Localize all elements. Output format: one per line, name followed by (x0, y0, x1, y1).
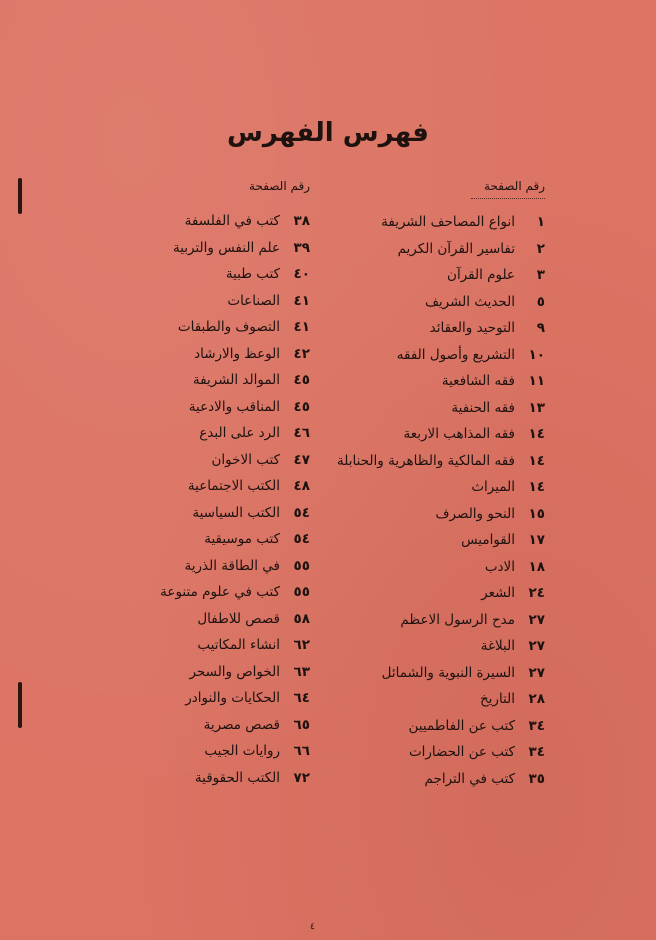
index-entry (335, 580, 545, 607)
entry-label: فقه المالكية والظاهرية والحنابلة (337, 452, 515, 469)
entry-label: التشريع وأصول الفقه (396, 346, 515, 363)
entry-page-number: ٤٠ (293, 266, 310, 282)
index-entry (335, 713, 545, 740)
index-entry (335, 342, 545, 369)
entry-page-number: ٢٧ (528, 638, 545, 654)
column-header: رقم الصفحة (471, 174, 545, 199)
entry-page-number: ٥٨ (293, 610, 310, 627)
entry-label: كتب في الفلسفة (184, 213, 280, 229)
entry-label: الميراث (471, 479, 515, 495)
entry-page-number: ١ (536, 214, 545, 230)
index-entry (335, 686, 545, 713)
entry-page-number: ١٠ (528, 346, 545, 363)
entry-page-number: ٤٢ (293, 345, 310, 362)
entry-label: الحديث الشريف (424, 293, 515, 310)
index-entry (335, 501, 545, 528)
entry-label: قصص للاطفال (197, 610, 280, 627)
index-entry (335, 315, 545, 342)
entry-label: التصوف والطبقات (177, 319, 280, 335)
index-entry (150, 685, 310, 712)
entry-label: فقه الحنفية (451, 399, 515, 416)
index-entry (150, 394, 310, 421)
entry-page-number: ٣ (536, 267, 545, 283)
column-header: رقم الصفحة (249, 179, 310, 193)
index-entry (150, 632, 310, 659)
entry-label: كتب عن الفاطميين (408, 717, 515, 734)
index-entry (335, 739, 545, 766)
entry-label: الشعر (481, 585, 515, 601)
entry-label: كتب طبية (225, 266, 280, 282)
entry-page-number: ٤٥ (293, 372, 310, 388)
index-entry (335, 236, 545, 263)
index-entry (335, 554, 545, 581)
entry-label: تفاسير القرآن الكريم (397, 240, 515, 257)
entry-label: كتب الاخوان (211, 451, 280, 468)
index-entry (150, 500, 310, 527)
index-entry (335, 368, 545, 395)
entry-label: علم النفس والتربية (172, 239, 280, 256)
entry-label: الوعظ والارشاد (194, 345, 280, 362)
entry-page-number: ١٣ (528, 399, 545, 416)
entry-label: التاريخ (479, 691, 515, 707)
index-entry (150, 659, 310, 686)
entry-label: الادب (484, 558, 515, 575)
entry-page-number: ٤٧ (293, 451, 310, 468)
entry-label: الموالد الشريفة (192, 372, 280, 388)
entry-page-number: ١٤ (528, 426, 545, 442)
entry-page-number: ٦٥ (293, 716, 310, 733)
entry-page-number: ٢٧ (528, 611, 545, 628)
index-entry (150, 367, 310, 394)
entry-label: البلاغة (480, 638, 515, 654)
index-entry (150, 420, 310, 447)
entry-label: علوم القرآن (447, 267, 515, 283)
entry-page-number: ٥٤ (293, 531, 310, 547)
entry-label: فقه الشافعية (441, 373, 515, 389)
entry-page-number: ٦٤ (293, 690, 310, 706)
entry-page-number: ١٤ (528, 452, 545, 469)
entry-page-number: ٤١ (293, 292, 310, 309)
index-entry (150, 473, 310, 500)
entry-label: كتب في التراجم (424, 770, 515, 787)
index-entry (335, 607, 545, 634)
entry-page-number: ٣٥ (528, 770, 545, 787)
entry-page-number: ٥٥ (293, 557, 310, 574)
entry-label: انشاء المكاتيب (197, 637, 280, 653)
entry-page-number: ٣٩ (293, 239, 310, 256)
entry-page-number: ٧٢ (293, 769, 310, 786)
entry-label: كتب في علوم متنوعة (160, 584, 280, 600)
index-entry (335, 633, 545, 660)
index-entry (150, 341, 310, 368)
page-title: فهرس الفهرس (227, 118, 429, 148)
entry-label: كتب موسيقية (204, 531, 280, 547)
entry-page-number: ٣٨ (293, 213, 310, 229)
entry-label: القواميس (461, 532, 515, 548)
entry-page-number: ٦٣ (293, 663, 310, 680)
entry-page-number: ١٥ (528, 505, 545, 522)
entry-page-number: ٩ (536, 320, 545, 336)
index-entry (335, 448, 545, 475)
entry-page-number: ٥٥ (293, 584, 310, 600)
entry-label: المناقب والادعية (188, 398, 280, 415)
index-entry (335, 474, 545, 501)
entry-page-number: ١١ (528, 373, 545, 389)
entry-label: انواع المصاحف الشريفة (381, 214, 515, 230)
entry-label: السيرة النبوية والشمائل (381, 664, 515, 681)
index-entry (150, 606, 310, 633)
entry-list (335, 209, 545, 792)
entry-label: الكتب الحقوقية (194, 769, 280, 786)
index-column-left (150, 174, 310, 791)
index-entry (150, 579, 310, 606)
index-entry (150, 235, 310, 262)
entry-label: الكتب السياسية (192, 504, 280, 521)
index-entry (150, 314, 310, 341)
entry-page-number: ٦٢ (293, 637, 310, 653)
entry-label: التوحيد والعقائد (429, 320, 515, 336)
entry-label: الرد على البدع (199, 425, 280, 441)
index-entry (335, 421, 545, 448)
entry-page-number: ٢٤ (528, 585, 545, 601)
entry-label: الصناعات (227, 292, 280, 309)
index-entry (335, 289, 545, 316)
entry-label: في الطاقة الذرية (184, 557, 280, 574)
entry-page-number: ٤٦ (293, 425, 310, 441)
page-number: ٤ (310, 922, 315, 932)
entry-label: كتب عن الحضارات (408, 744, 515, 760)
entry-page-number: ٣٤ (528, 744, 545, 760)
entry-page-number: ٥٤ (293, 504, 310, 521)
entry-page-number: ٦٦ (293, 743, 310, 759)
entry-page-number: ٥ (536, 293, 545, 310)
binding-stitch-bottom (18, 682, 22, 728)
index-entry (150, 261, 310, 288)
index-entry (335, 209, 545, 236)
index-entry (150, 208, 310, 235)
entry-label: النحو والصرف (435, 505, 515, 522)
entry-label: فقه المذاهب الاربعة (403, 426, 515, 442)
entry-page-number: ٣٤ (528, 717, 545, 734)
binding-stitch-top (18, 178, 22, 214)
index-entry (335, 262, 545, 289)
entry-page-number: ٢٨ (528, 691, 545, 707)
index-entry (150, 712, 310, 739)
entry-label: الحكايات والنوادر (185, 690, 280, 706)
entry-page-number: ٤٨ (293, 478, 310, 494)
entry-page-number: ٢٧ (528, 664, 545, 681)
index-entry (150, 765, 310, 792)
entry-page-number: ٤٥ (293, 398, 310, 415)
index-entry (150, 738, 310, 765)
entry-label: روايات الجيب (204, 743, 280, 759)
index-entry (150, 288, 310, 315)
entry-page-number: ١٤ (528, 479, 545, 495)
index-entry (335, 395, 545, 422)
index-entry (150, 553, 310, 580)
index-entry (335, 766, 545, 793)
entry-page-number: ١٨ (528, 558, 545, 575)
index-entry (335, 527, 545, 554)
entry-list (150, 208, 310, 791)
entry-page-number: ٢ (536, 240, 545, 257)
index-entry (150, 526, 310, 553)
entry-page-number: ٤١ (293, 319, 310, 335)
entry-label: الخواص والسحر (189, 663, 280, 680)
index-column-right (335, 174, 545, 792)
index-entry (150, 447, 310, 474)
entry-page-number: ١٧ (528, 532, 545, 548)
entry-label: مدح الرسول الاعظم (400, 611, 515, 628)
entry-label: قصص مصرية (203, 716, 280, 733)
entry-label: الكتب الاجتماعية (187, 478, 280, 494)
index-entry (335, 660, 545, 687)
